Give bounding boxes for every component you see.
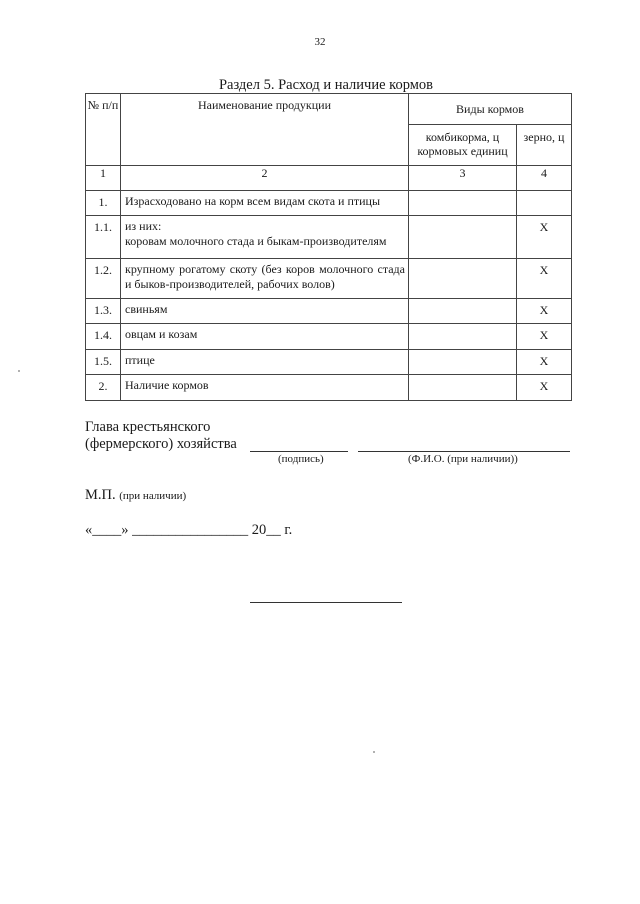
row-label: овцам и козам (121, 324, 409, 350)
row-compound-feed-cell (409, 350, 517, 375)
header-num (86, 94, 121, 166)
stamp-label (85, 487, 186, 504)
row-number: 1.3. (86, 299, 121, 324)
column-number-1: 1 (86, 166, 121, 191)
table-row (86, 375, 572, 401)
name-caption: (Ф.И.О. (при наличии)) (408, 453, 518, 465)
table-row (86, 299, 572, 324)
date-line[interactable]: «____» ________________ 20__ г. (85, 522, 293, 538)
table-row (86, 350, 572, 375)
column-numbers-row (86, 166, 572, 191)
head-title-line2: (фермерского) хозяйства (85, 436, 237, 452)
stamp-note: (при наличии) (119, 490, 187, 502)
stamp-abbreviation: М.П. (85, 487, 116, 503)
header-name-label: Наименование продукции (197, 98, 332, 112)
row-grain-cell: X (517, 259, 572, 299)
row-compound-feed-cell (409, 191, 517, 216)
header-compound-feed-label: комбикорма, ц кормовых единиц (417, 130, 508, 158)
signature-caption: (подпись) (278, 453, 324, 465)
row-number: 1.4. (86, 324, 121, 350)
header-name (121, 94, 409, 166)
row-grain-cell (517, 191, 572, 216)
head-title-line1: Глава крестьянского (85, 419, 211, 435)
feed-table (85, 93, 572, 401)
table-row (86, 324, 572, 350)
header-feed-types-label: Виды кормов (456, 101, 524, 116)
row-label: Наличие кормов (121, 375, 409, 401)
signature-line[interactable] (250, 451, 348, 452)
closing-rule (250, 602, 402, 603)
row-compound-feed-cell (409, 299, 517, 324)
row-grain-cell: X (517, 324, 572, 350)
header-compound-feed (409, 125, 517, 166)
row-label: птице (121, 350, 409, 375)
row-grain-cell: X (517, 216, 572, 259)
table-row (86, 259, 572, 299)
name-line[interactable] (358, 451, 570, 452)
row-grain-cell: X (517, 350, 572, 375)
header-num-label: № п/п (87, 98, 119, 112)
row-number: 1.5. (86, 350, 121, 375)
row-label: крупному рогатому скоту (без коров молочного стада и быков-производителей, рабочих волов) (121, 259, 409, 299)
header-grain-label: зерно, ц (523, 130, 565, 144)
column-number-2: 2 (121, 166, 409, 191)
column-number-3: 3 (409, 166, 517, 191)
section-title: Раздел 5. Расход и наличие кормов (218, 77, 434, 93)
column-number-4: 4 (517, 166, 572, 191)
table-row (86, 191, 572, 216)
header-feed-types (409, 94, 572, 125)
row-label: из них: коровам молочного стада и быкам-производителям (121, 216, 409, 259)
scan-speck (373, 751, 375, 753)
row-number: 1.2. (86, 259, 121, 299)
row-label: Израсходовано на корм всем видам скота и птицы (121, 191, 409, 216)
row-number: 1.1. (86, 216, 121, 259)
row-grain-cell: X (517, 375, 572, 401)
table-row (86, 216, 572, 259)
scan-speck (18, 370, 20, 372)
row-number: 2. (86, 375, 121, 401)
row-grain-cell: X (517, 299, 572, 324)
row-compound-feed-cell (409, 216, 517, 259)
row-compound-feed-cell (409, 375, 517, 401)
header-grain (517, 125, 572, 166)
row-compound-feed-cell (409, 259, 517, 299)
row-compound-feed-cell (409, 324, 517, 350)
page-number: 32 (314, 36, 326, 48)
row-number: 1. (86, 191, 121, 216)
row-label: свиньям (121, 299, 409, 324)
